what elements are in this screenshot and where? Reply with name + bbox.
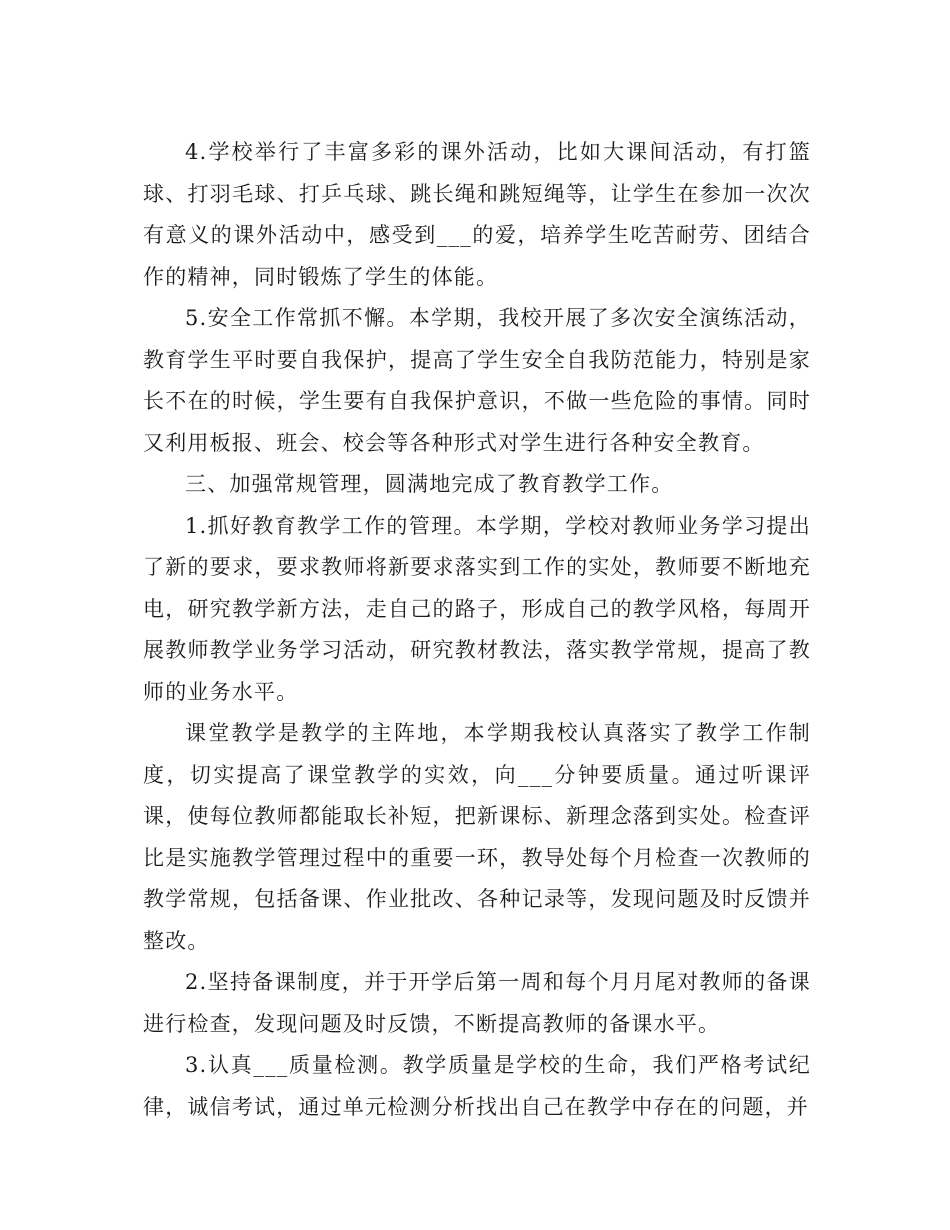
document-body bbox=[143, 132, 811, 1128]
paragraph-lesson-prep: 2.坚持备课制度，并于开学后第一周和每个月月尾对教师的备课进行检查，发现问题及时反馈，不断提高教师的备课水平。 bbox=[143, 970, 811, 1036]
paragraph-classroom-teaching: 课堂教学是教学的主阵地，本学期我校认真落实了教学工作制度，切实提高了课堂教学的实效，向___分钟要质量。通过听课评课，使每位教师都能取长补短，把新课标、新理念落到实处。检查评比是实施教学管理过程中的重要一环，教导处每个月检查一次教师的教学常规，包括备课、作业批改、各种记录等，发现问题及时反馈并整改。 bbox=[143, 721, 811, 953]
paragraph-teaching-management: 1.抓好教育教学工作的管理。本学期，学校对教师业务学习提出了新的要求，要求教师将新要求落实到工作的实处，教师要不断地充电，研究教学新方法，走自己的路子，形成自己的教学风格，每周开展教师教学业务学习活动，研究教材教法，落实教学常规，提高了教师的业务水平。 bbox=[143, 513, 811, 704]
paragraph-quality-testing: 3.认真___质量检测。教学质量是学校的生命，我们严格考试纪律，诚信考试，通过单元检测分析找出自己在教学中存在的问题，并 bbox=[143, 1053, 811, 1119]
section-heading-routine-management: 三、加强常规管理，圆满地完成了教育教学工作。 bbox=[185, 472, 674, 496]
paragraph-activities: 4.学校举行了丰富多彩的课外活动，比如大课间活动，有打篮球、打羽毛球、打乒乓球、跳长绳和跳短绳等，让学生在参加一次次有意义的课外活动中，感受到___的爱，培养学生吃苦耐劳、团结合作的精神，同时锻炼了学生的体能。 bbox=[143, 140, 811, 289]
paragraph-safety: 5.安全工作常抓不懈。本学期，我校开展了多次安全演练活动，教育学生平时要自我保护，提高了学生安全自我防范能力，特别是家长不在的时候，学生要有自我保护意识，不做一些危险的事情。同时又利用板报、班会、校会等各种形式对学生进行各种安全教育。 bbox=[143, 306, 811, 455]
